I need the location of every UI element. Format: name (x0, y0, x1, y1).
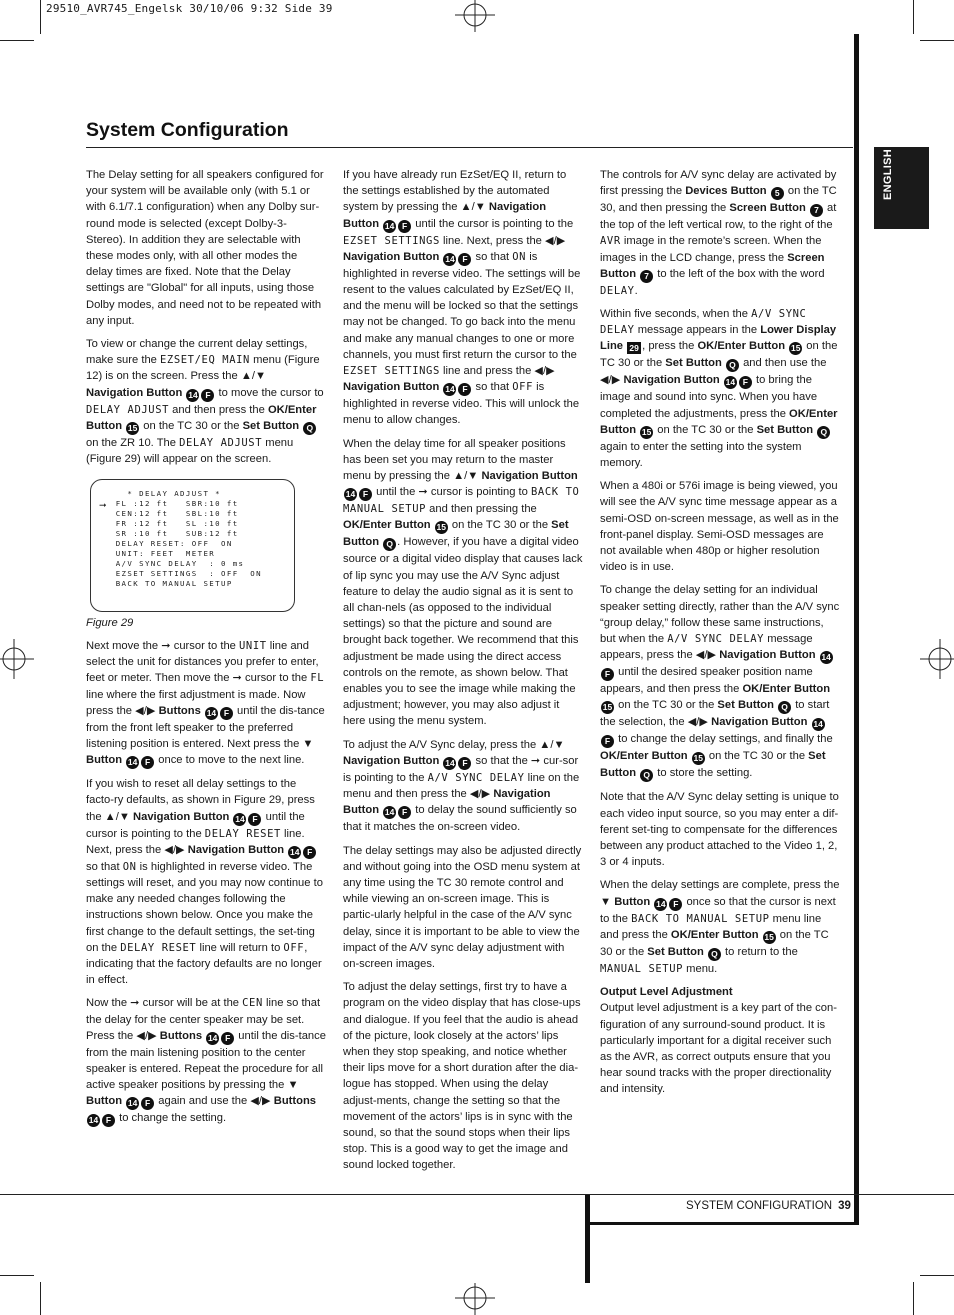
text-column-1-cont (86, 638, 326, 1134)
registration-mark-top (452, 0, 498, 32)
crop-mark (913, 0, 914, 34)
print-slug: 29510_AVR745_Engelsk 30/10/06 9:32 Side 39 (46, 2, 333, 15)
osd-line: UNIT: FEET METER (104, 549, 216, 558)
paragraph: Within five seconds, when the A/V SYNC DELAY message appears in the Lower Display Line 29 , press the OK/Enter Button 15 on the TC 30 or the Set Button Q and then use the ◀/▶ Navigation Button 14 F to bring the image and sound into sync. When you have completed the adjustments, press the OK/Enter Button 15 on the TC 30 or the Set Button Q again to enter the setting into the system memory. (600, 308, 838, 470)
osd-line: * DELAY ADJUST * (104, 489, 221, 498)
paragraph: If you wish to reset all delay settings to the facto-ry defaults, as shown in Figure 29, press the ▲/▼ Navigation Button 14 F until the cursor is pointing to the DELAY RESET line. Next, press the ◀/▶ Navigation Button 14 F so that ON is highlighted in reverse video. The settings will reset, and you may now continue to make any needed changes following the instructions shown below. Once you make the first change to the default settings, the set-ting on the DELAY RESET line will return to OFF, indicating that the factory defaults are no longer in effect. (86, 778, 323, 987)
paragraph: The Delay setting for all speakers configured for your system will be available only (with 5.1 or with 6.1/7.1 configuration) when any Dolby sur-round mode is selected (except Dolby-3-Stereo). In addition they are selectable with these modes only, with all other modes the delay times are fixed. Note that the Delay settings are "Global" for all inputs, using those Dolby modes, and need not to be repeated with any input. (86, 169, 324, 327)
footer-rule (0, 1194, 954, 1195)
paragraph: Next move the ➞ cursor to the UNIT line and select the unit for distances you prefer to enter, feet or meter. Then move the ➞ cursor to the FL line where the first adjustment is made. Now press the ◀/▶ Buttons 14 F until the dis-tance from the front left speaker to the preferred listening position is entered. Next press the ▼ Button 14 F once to move to the next line. (86, 640, 325, 768)
crop-mark (40, 0, 41, 34)
paragraph: When a 480i or 576i image is being viewed, you will see the A/V sync time message appear as a semi-OSD on-screen message, as well as in the front-panel display. Semi-OSD messages are not available when 480p or higher resolution video is in use. (600, 480, 839, 574)
registration-mark-bottom (452, 1283, 498, 1315)
crop-mark (0, 1275, 34, 1276)
osd-line: DELAY RESET: OFF ON (104, 539, 233, 548)
paragraph: To view or change the current delay settings, make sure the EZSET/EQ MAIN menu (Figure 12) is on the screen. Press the ▲/▼ Navigation Button 14 F to move the cursor to DELAY ADJUST and then press the OK/Enter Button 15 on the TC 30 or the Set Button Q on the ZR 10. The DELAY ADJUST menu (Figure 29) will appear on the screen. (86, 338, 324, 466)
paragraph: To change the delay setting for an individual speaker setting directly, rather than the A/V sync “group delay,” follow these same instructions, but when the A/V SYNC DELAY message appears, press the ◀/▶ Navigation Button 14F until the desired speaker position name appears, and then press the OK/Enter Button 15 on the TC 30 or the Set Button Q to start the selection, the ◀/▶ Navigation Button 14F to change the delay settings, and finally the OK/Enter Button 15 on the TC 30 or the Set Button Q to store the setting. (600, 584, 840, 781)
right-margin-bar (854, 34, 859, 1224)
paragraph: To adjust the A/V Sync delay, press the ▲/▼ Navigation Button 14 F so that the ➞ cur-sor is pointing to the A/V SYNC DELAY line on the menu and then press the ◀/▶ Navigation Button 14 F to delay the sound sufficiently so that it matches the on-screen video. (343, 738, 580, 834)
paragraph: Output level adjustment is a key part of the con-figuration of any surround-sound product. It is particularly important for a digital receiver such as the AVR, as correct outputs ensure that you hear sound tracks with the proper directionality and intensity. (600, 1002, 837, 1096)
page-title: System Configuration (86, 119, 289, 141)
paragraph: To adjust the delay settings, first try to have a program on the video display that has close-ups and dialogue. If you feel that the audio is ahead of the picture, look closely at the actors’ lips when they stop speaking, and notice whether their lips move for a short duration after the dia-logue has stopped. When using the delay adjust-ments, change the setting so that the movement of the actors’ lips is in sync with the sound, so that the sound stops when their lips stop. This is a good way to get the image and sound locked together. (343, 981, 581, 1172)
registration-mark-left (0, 636, 34, 682)
crop-mark (0, 40, 34, 41)
osd-line: SR :10 ft SUB:12 ft (104, 529, 239, 538)
section-heading: Output Level Adjustment (600, 986, 733, 999)
osd-line: EZSET SETTINGS : OFF ON (104, 569, 262, 578)
figure-caption: Figure 29 (86, 617, 134, 629)
title-rule (86, 147, 853, 148)
footer-section: SYSTEM CONFIGURATION (686, 1200, 833, 1212)
paragraph: The controls for A/V sync delay are activated by first pressing the Devices Button 5 on the TC 30, and then pressing the Screen Button 7 at the top of the left vertical row, to the right of the AVR image in the remote’s screen. When the images in the LCD change, press the Screen Button 7 to the left of the box with the word DELAY. (600, 169, 837, 297)
page-footer (686, 1200, 851, 1212)
paragraph: The delay settings may also be adjusted directly and without going into the OSD menu system at any time using the TC 30 remote control and while viewing an on-screen image. This is partic-ularly helpful in the case of the A/V sync delay, since it is important to be able to view the impact of the A/V sync delay adjustment with on-screen images. (343, 844, 582, 970)
footer-bar-horizontal (590, 1222, 859, 1225)
paragraph: Now the ➞ cursor will be at the CEN line so that the delay for the center speaker may be set. Press the ◀/▶ Buttons 14 F until the dis-tance from the main listening position to the center speaker is entered. Repeat the procedure for all active speaker positions by pressing the ▼ Button 14 F again and use the ◀/▶ Buttons 14 F to change the setting. (86, 997, 326, 1126)
paragraph: Note that the A/V Sync delay setting is unique to each video input source, so you may enter a dif-ferent set-ting to compensate for the differences between any product attached to the Video 1, 2, 3 or 4 inputs. (600, 791, 839, 869)
osd-menu-text (104, 489, 262, 589)
paragraph: When the delay time for all speaker positions has been set you may return to the master menu by pressing the ▲/▼ Navigation Button 14 F until the ➞ cursor is pointing to BACK TO MANUAL SETUP and then pressing the OK/Enter Button 15 on the TC 30 or the Set Button Q . However, if you have a digital video source or a digital video display that causes lack of lip sync you may use the A/V Sync adjust feature to delay the audio signal as it is sent to all chan-nels (as opposed to the individual settings) so that the picture and sound are brought back together. We recommend that this adjustment be made using the direct access controls on the remote, as shown below. That enables you to see the image while making the adjustment; however, you may also adjust it here using the menu system. (343, 437, 583, 728)
osd-line: FL :12 ft SBR:10 ft (104, 499, 239, 508)
text-column-2 (343, 167, 583, 1181)
osd-line: CEN:12 ft SBL:10 ft (104, 509, 239, 518)
osd-line: BACK TO MANUAL SETUP (104, 579, 233, 588)
text-column-1 (86, 167, 326, 474)
crop-mark (913, 1282, 914, 1315)
osd-line: FR :12 ft SL :10 ft (104, 519, 239, 528)
osd-cursor-arrow: ➞ (99, 500, 107, 510)
crop-mark (40, 1282, 41, 1315)
crop-mark (920, 40, 954, 41)
paragraph: If you have already run EzSet/EQ II, return to the settings established by the automated system by pressing the ▲/▼ Navigation Button 14 F until the cursor is pointing to the EZSET SETTINGS line. Next, press the ◀/▶ Navigation Button 14 F so that ON is highlighted in reverse video. The settings will be resent to the values calculated by EzSet/EQ II, and the menu will be locked so that the settings may not be changed. To go back into the menu and make any manual changes to one or more channels, you must first return the cursor to the EZSET SETTINGS line and press the ◀/▶ Navigation Button 14 F so that OFF is highlighted in reverse video. This will unlock the menu to allow changes. (343, 169, 581, 427)
paragraph: When the delay settings are complete, press the ▼ Button 14 F once so that the cursor is next to the BACK TO MANUAL SETUP menu line and press the OK/Enter Button 15 on the TC 30 or the Set Button Q to return to the MANUAL SETUP menu. (600, 879, 840, 975)
crop-mark (920, 1275, 954, 1276)
osd-line: A/V SYNC DELAY : 0 ms (104, 559, 245, 568)
registration-mark-right (920, 636, 954, 682)
text-column-3 (600, 167, 840, 1105)
page-number: 39 (838, 1200, 851, 1212)
language-tab-label: ENGLISH (882, 149, 894, 200)
footer-bar (585, 1195, 590, 1283)
